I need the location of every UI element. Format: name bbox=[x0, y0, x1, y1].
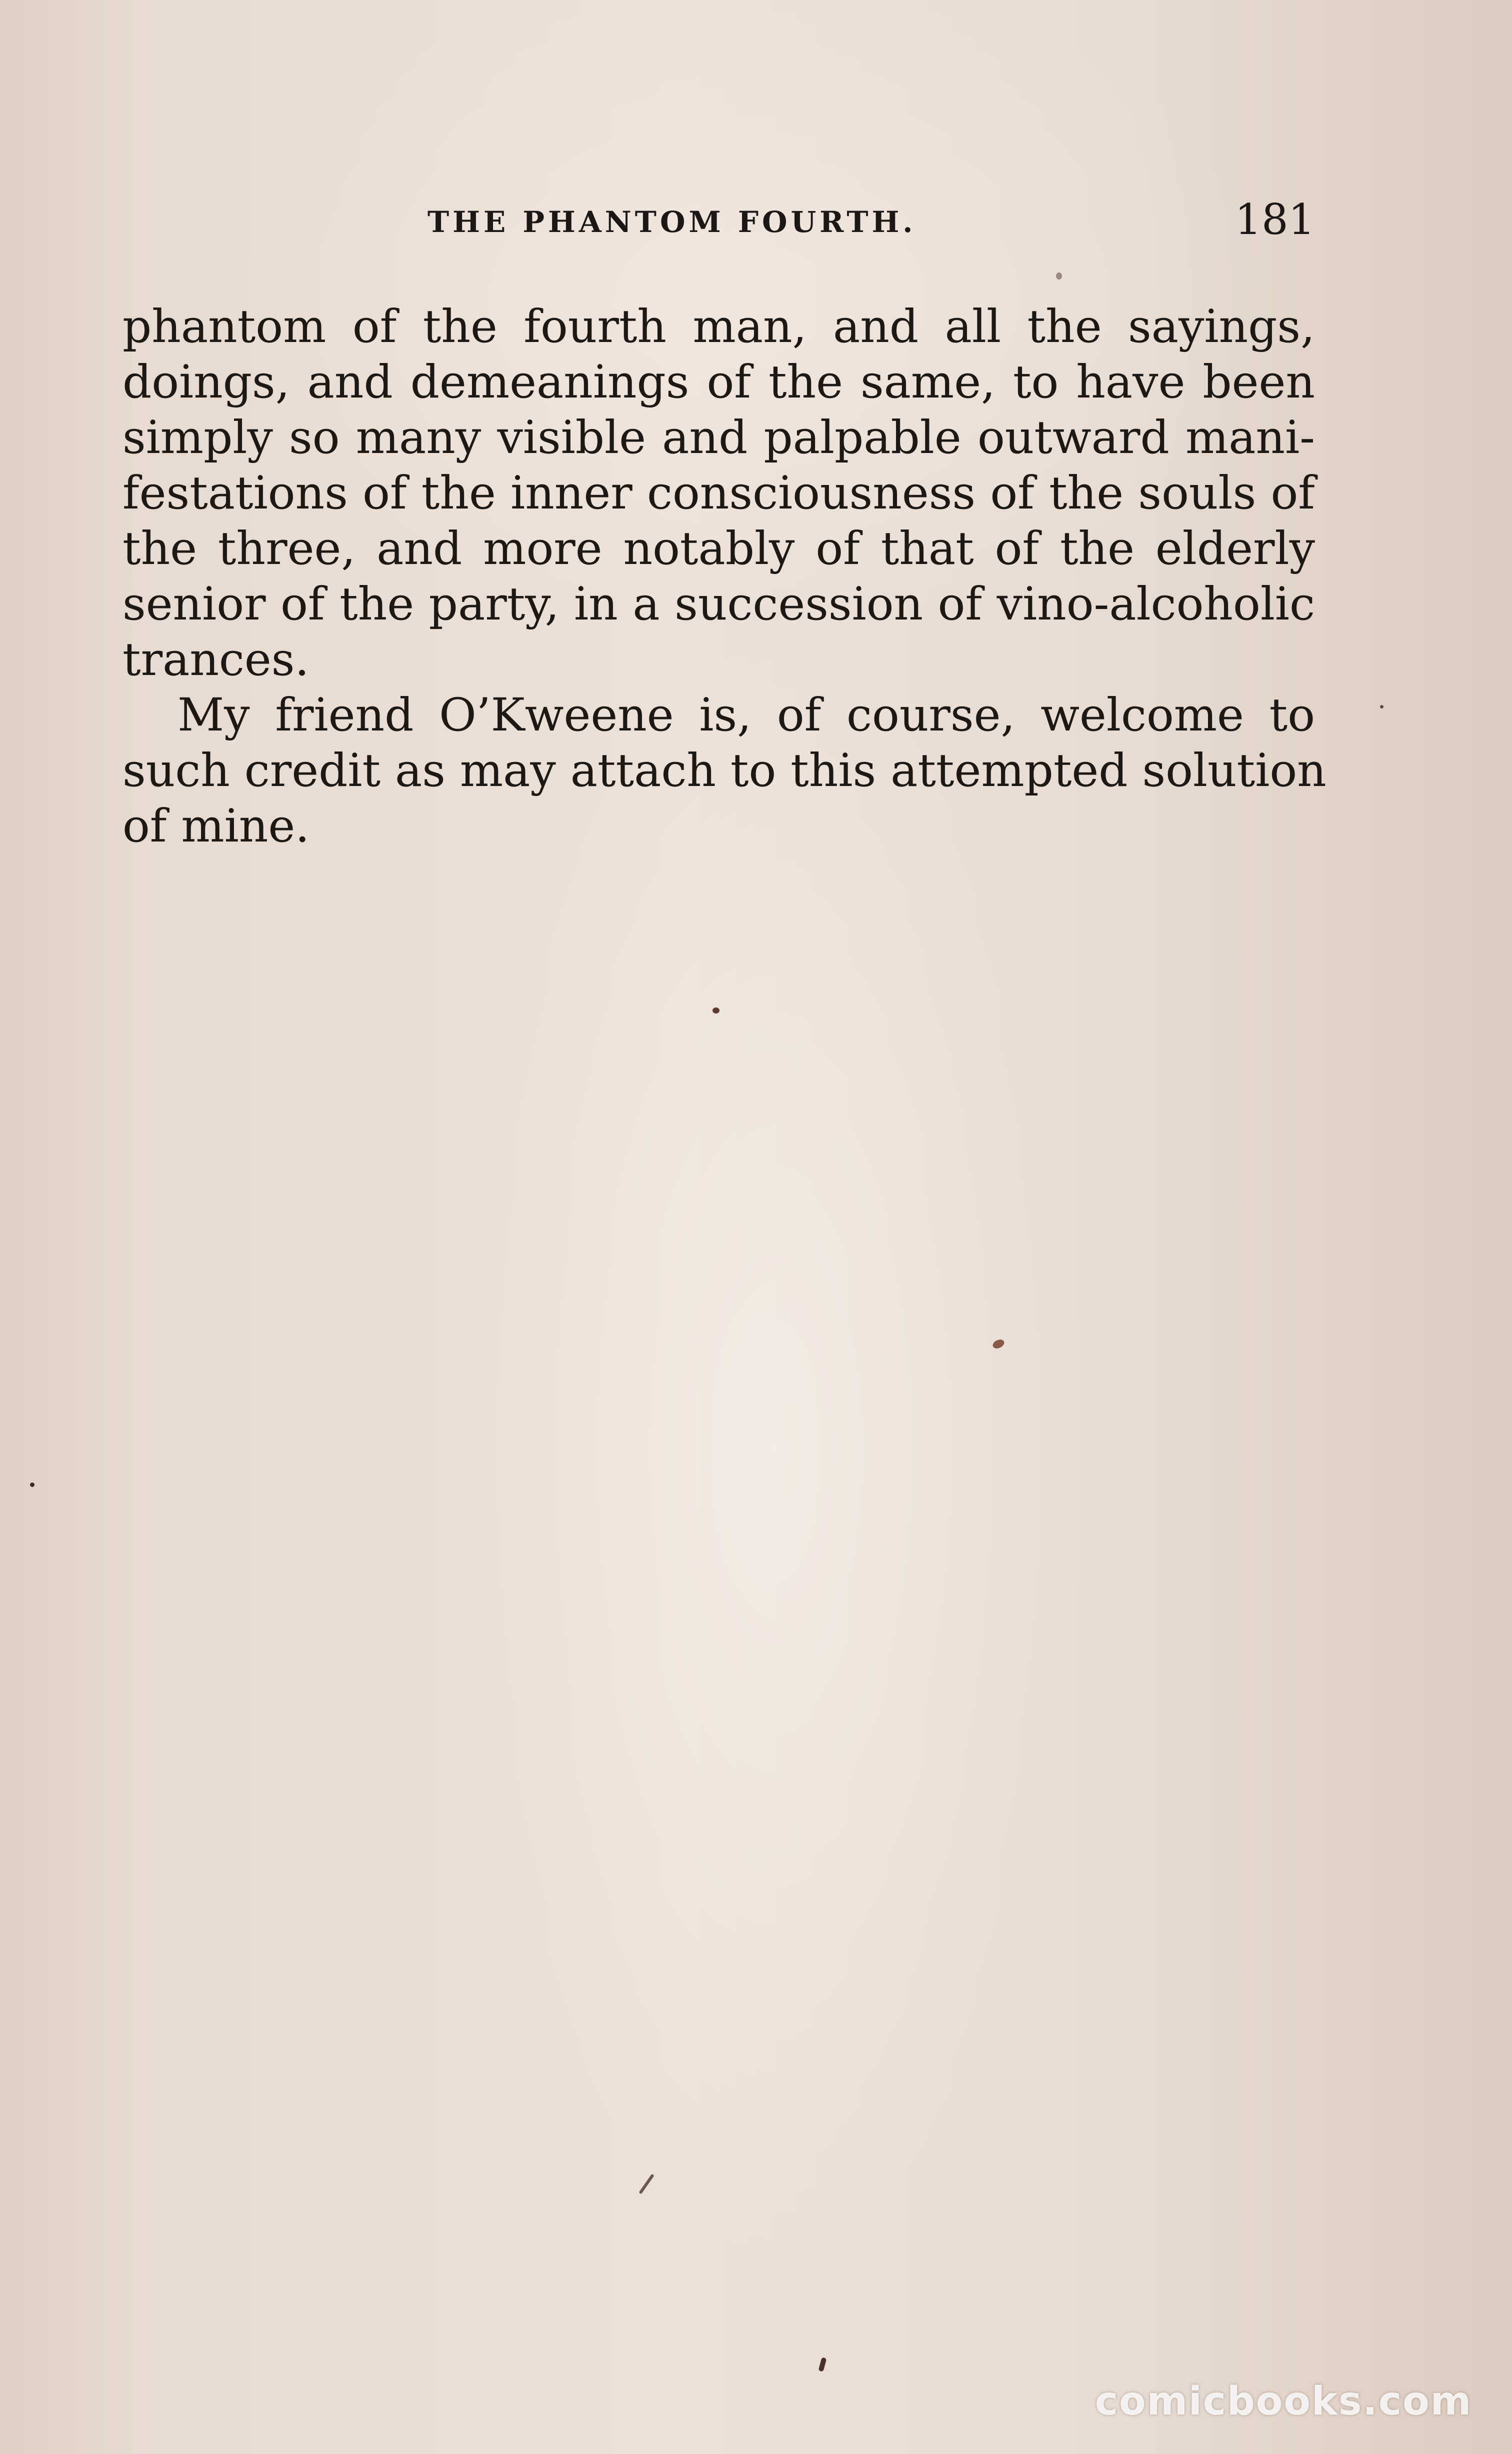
text-line: the three, and more notably of that of the elderly bbox=[122, 522, 1315, 575]
paper-speck bbox=[30, 1482, 34, 1487]
text-line: doings, and demeanings of the same, to have been bbox=[122, 356, 1315, 408]
text-line: senior of the party, in a succession of vino-alcoholic bbox=[122, 578, 1315, 630]
text-line: My friend O’Kweene is, of course, welcome to bbox=[178, 689, 1315, 742]
text-line: such credit as may attach to this attempted solution bbox=[122, 744, 1326, 797]
text-line: of mine. bbox=[122, 800, 310, 852]
body-text bbox=[122, 299, 1326, 854]
paper-speck bbox=[1380, 705, 1384, 708]
paper-speck bbox=[712, 1008, 720, 1014]
paper-speck bbox=[818, 2357, 827, 2372]
page-number: 181 bbox=[1234, 195, 1315, 244]
text-line: simply so many visible and palpable outward mani- bbox=[122, 412, 1315, 464]
text-line: trances. bbox=[122, 634, 310, 686]
watermark: comicbooks.com bbox=[1094, 2379, 1472, 2424]
paper-speck bbox=[1056, 272, 1062, 280]
running-title: THE PHANTOM FOURTH. bbox=[428, 205, 916, 239]
paper-speck bbox=[992, 1338, 1006, 1350]
text-line: phantom of the fourth man, and all the sayings, bbox=[122, 300, 1315, 353]
paper-speck bbox=[638, 2174, 654, 2194]
text-line: festations of the inner consciousness of the souls of bbox=[122, 467, 1315, 520]
